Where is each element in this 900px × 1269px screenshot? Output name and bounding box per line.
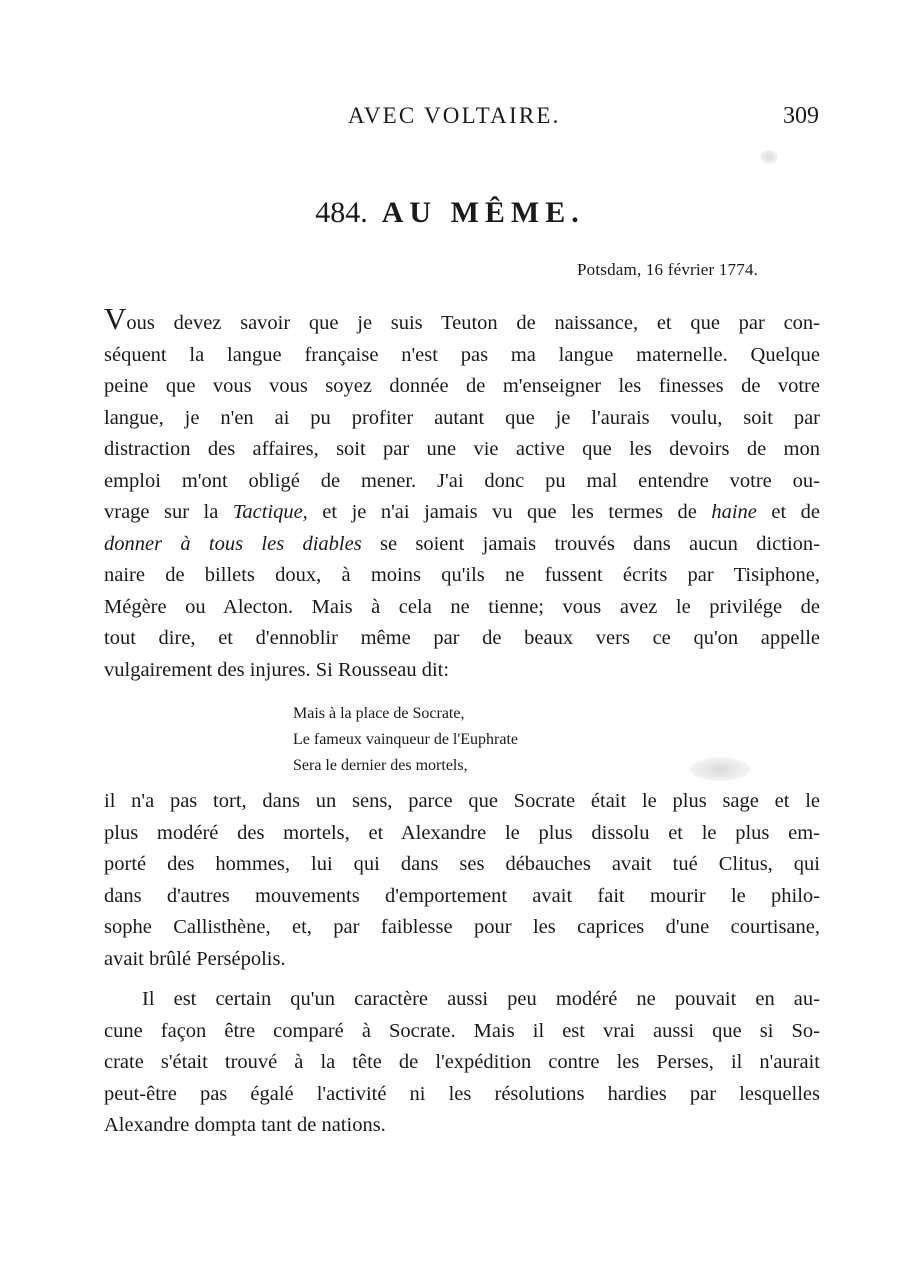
text-line: donner à tous les diables se soient jamais trouvés dans aucun diction- <box>104 532 820 555</box>
text-line: porté des hommes, lui qui dans ses débauches avait tué Clitus, qui <box>104 853 820 875</box>
text-line: vulgairement des injures. Si Rousseau dit: <box>104 658 450 681</box>
text-line: Alexandre dompta tant de nations. <box>104 1114 386 1136</box>
italic-term: haine <box>711 501 757 523</box>
paper-smudge <box>690 757 750 781</box>
text-line: Vous devez savoir que je suis Teuton de naissance, et que par con- <box>104 301 820 336</box>
page-number: 309 <box>783 103 819 129</box>
text-line: langue, je n'en ai pu profiter autant que je l'aurais voulu, soit par <box>104 406 820 429</box>
text-line: sophe Callisthène, et, par faiblesse pour les caprices d'une courtisane, <box>104 916 820 938</box>
text-line: emploi m'ont obligé de mener. J'ai donc pu mal entendre votre ou- <box>104 469 820 492</box>
drop-cap: V <box>104 301 127 336</box>
verse-line: Mais à la place de Socrate, <box>293 705 465 722</box>
paragraph-3 <box>104 984 820 1142</box>
text-line: plus modéré des mortels, et Alexandre le plus dissolu et le plus em- <box>104 821 820 844</box>
text-line: distraction des affaires, soit par une vie active que les devoirs de mon <box>104 438 820 460</box>
verse-line: Le fameux vainqueur de l'Euphrate <box>293 731 519 748</box>
text-line: cune façon être comparé à Socrate. Mais il est vrai aussi que si So- <box>104 1019 820 1042</box>
paragraph-1 <box>104 301 820 686</box>
text-line: peut-être pas égalé l'activité ni les résolutions hardies par lesquelles <box>104 1082 820 1105</box>
text-line: il n'a pas tort, dans un sens, parce que Socrate était le plus sage et le <box>104 790 820 812</box>
verse-line: Sera le dernier des mortels, <box>293 757 468 774</box>
letter-number: 484. <box>315 196 368 229</box>
text-line: naire de billets doux, à moins qu'ils ne fussent écrits par Tisiphone, <box>104 564 820 586</box>
letter-heading <box>0 196 900 230</box>
paper-smudge <box>760 150 778 164</box>
verse-quote <box>293 701 518 779</box>
text-line: vrage sur la Tactique, et je n'ai jamais vu que les termes de haine et de <box>104 501 820 523</box>
text-line: Mégère ou Alecton. Mais à cela ne tienne; vous avez le privilége de <box>104 595 820 618</box>
italic-title: Tactique, <box>232 501 308 523</box>
letter-title: AU MÊME. <box>381 196 585 229</box>
text-line: dans d'autres mouvements d'emportement avait fait mourir le philo- <box>104 884 820 907</box>
text-line: Il est certain qu'un caractère aussi peu modéré ne pouvait en au- <box>142 988 820 1010</box>
text-line: crate s'était trouvé à la tête de l'expédition contre les Perses, il n'aurait <box>104 1051 820 1073</box>
running-head <box>0 103 900 133</box>
running-title: AVEC VOLTAIRE. <box>348 103 561 128</box>
text-line: peine que vous vous soyez donnée de m'enseigner les finesses de votre <box>104 375 820 397</box>
text-line: avait brûlé Persépolis. <box>104 947 286 970</box>
dateline: Potsdam, 16 février 1774. <box>577 260 759 279</box>
text-line: séquent la langue française n'est pas ma langue maternelle. Quelque <box>104 343 820 366</box>
text-line: tout dire, et d'ennoblir même par de beaux vers ce qu'on appelle <box>104 627 820 649</box>
paragraph-2 <box>104 786 820 975</box>
italic-phrase: donner à tous les diables <box>104 532 362 555</box>
